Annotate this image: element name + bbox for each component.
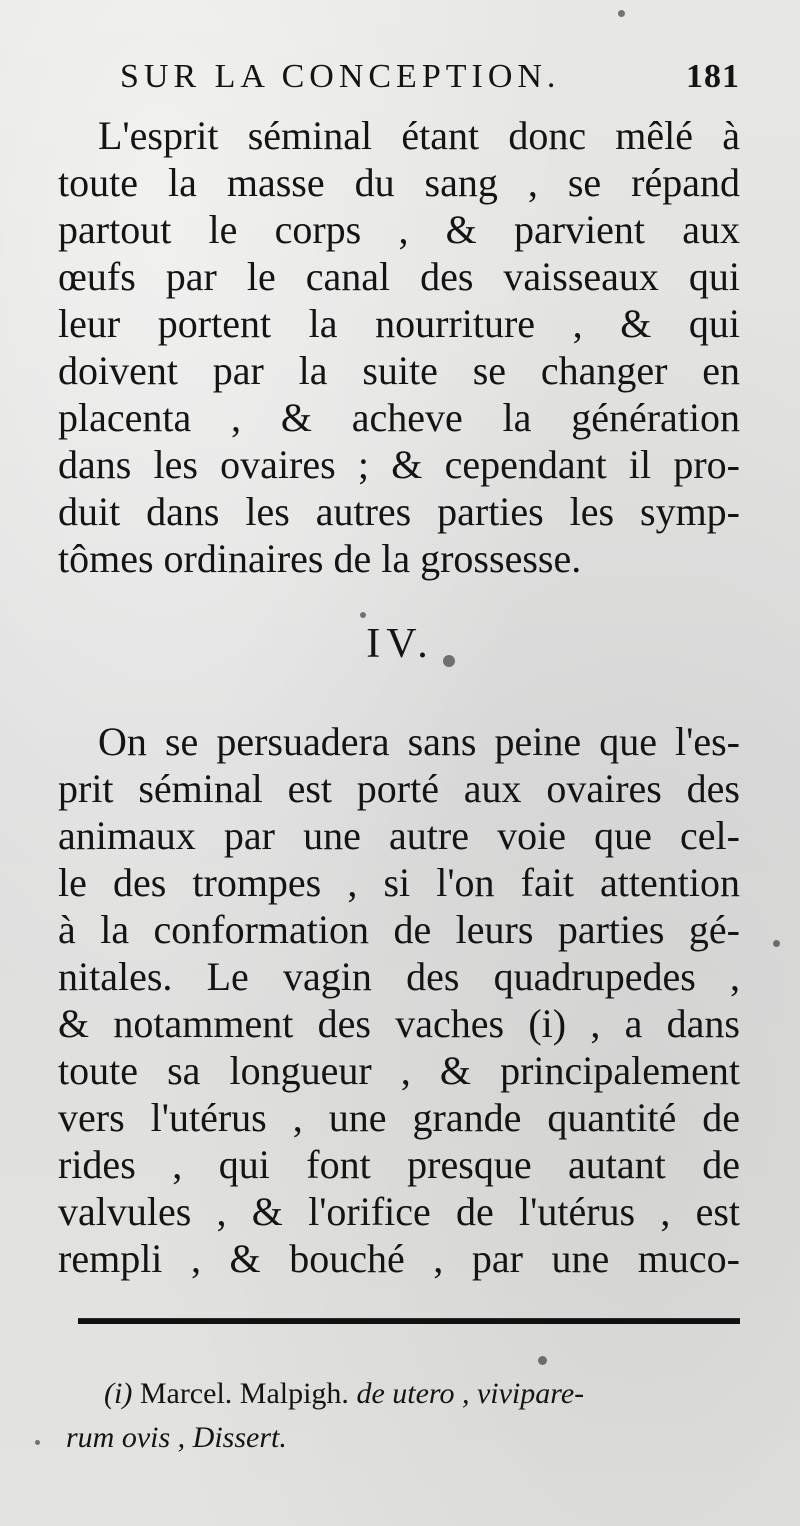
running-head-title: SUR LA CONCEPTION. — [120, 58, 561, 95]
paper-speck — [538, 1356, 547, 1365]
text-line: le des trompes , si l'on fait attention — [58, 860, 740, 905]
text-line: dans les ovaires ; & cependant il pro- — [58, 442, 740, 487]
text-line: & notamment des vaches (i) , a dans — [58, 1001, 740, 1046]
text-line: nitales. Le vagin des quadrupedes , — [58, 954, 740, 999]
paper-speck — [618, 10, 625, 17]
text-line: rides , qui font presque autant de — [58, 1142, 740, 1187]
text-line: prit séminal est porté aux ovaires des — [58, 766, 740, 811]
text-line: leur portent la nourriture , & qui — [58, 301, 740, 346]
footnote-rule — [78, 1318, 740, 1324]
text-line: rempli , & bouché , par une muco- — [58, 1236, 740, 1281]
text-line: à la conformation de leurs parties gé- — [58, 907, 740, 952]
text-line: On se persuadera sans peine que l'es- — [98, 719, 740, 764]
paper-speck — [773, 940, 780, 947]
text-line: placenta , & acheve la génération — [58, 395, 740, 440]
footnote — [66, 1372, 756, 1460]
text-line: partout le corps , & parvient aux — [58, 207, 740, 252]
text-line: œufs par le canal des vaisseaux qui — [58, 254, 740, 299]
text-line: toute sa longueur , & principalement — [58, 1048, 740, 1093]
paragraph-2 — [58, 718, 740, 1282]
text-line: doivent par la suite se changer en — [58, 348, 740, 393]
text-line: animaux par une autre voie que cel- — [58, 813, 740, 858]
running-head — [120, 52, 740, 102]
footnote-marker: (i) — [104, 1377, 133, 1410]
footnote-work-continued: rum ovis , Dissert. — [66, 1421, 287, 1454]
section-heading: IV. — [366, 621, 434, 667]
text-line: valvules , & l'orifice de l'utérus , est — [58, 1189, 740, 1234]
footnote-author: Marcel. Malpigh. — [139, 1377, 349, 1410]
paper-speck — [35, 1440, 40, 1445]
footnote-line — [66, 1372, 756, 1416]
text-line: toute la masse du sang , se répand — [58, 160, 740, 205]
page-number: 181 — [686, 58, 740, 95]
text-line: duit dans les autres parties les symp- — [58, 489, 740, 534]
text-line: tômes ordinaires de la grossesse. — [58, 536, 582, 581]
text-line: L'esprit séminal étant donc mêlé à — [98, 113, 740, 158]
paragraph-1 — [58, 112, 740, 582]
paper-speck — [360, 612, 366, 618]
footnote-work: de utero , vivipare- — [356, 1377, 585, 1410]
text-line: vers l'utérus , une grande quantité de — [58, 1095, 740, 1140]
